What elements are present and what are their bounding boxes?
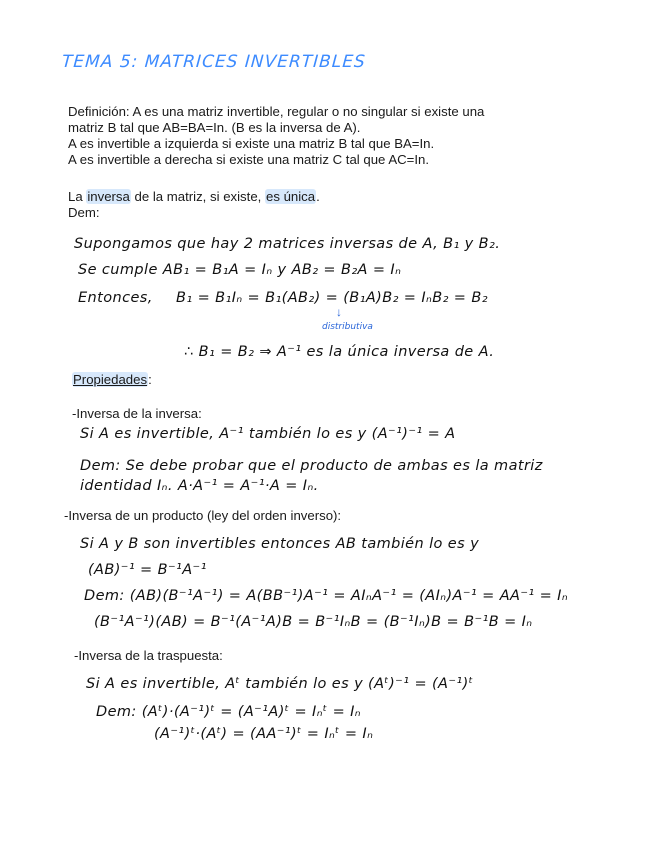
- highlight-es-unica: es única: [265, 189, 316, 204]
- uniqueness-text-3: .: [316, 189, 320, 204]
- propiedades-label: Propiedades: [73, 372, 148, 387]
- proof1-line-2: Se cumple AB₁ = B₁A = Iₙ y AB₂ = B₂A = Iₙ: [78, 262, 402, 278]
- definition-line-3: A es invertible a izquierda si existe una matriz B tal que BA=In.: [68, 136, 435, 151]
- prop2-dem-1: Dem: (AB)(B⁻¹A⁻¹) = A(BB⁻¹)A⁻¹ = AIₙA⁻¹ = (AIₙ)A⁻¹ = AA⁻¹ = Iₙ: [84, 588, 569, 604]
- proof1-line-3-math: B₁ = B₁Iₙ = B₁(AB₂) = (B₁A)B₂ = IₙB₂ = B₂: [176, 290, 488, 306]
- prop1-statement: Si A es invertible, A⁻¹ también lo es y (A⁻¹)⁻¹ = A: [80, 426, 456, 442]
- page-title: TEMA 5: MATRICES INVERTIBLES: [61, 52, 367, 72]
- prop3-statement: Si A es invertible, Aᵗ también lo es y (Aᵗ)⁻¹ = (A⁻¹)ᵗ: [86, 676, 474, 692]
- uniqueness-text-1: La: [68, 189, 87, 204]
- prop2-heading: -Inversa de un producto (ley del orden inverso):: [64, 508, 342, 523]
- arrow-down-icon: ↓: [336, 305, 342, 319]
- prop2-statement-1: Si A y B son invertibles entonces AB también lo es y: [80, 536, 480, 552]
- proof1-conclusion: ∴ B₁ = B₂ ⇒ A⁻¹ es la única inversa de A.: [184, 344, 495, 360]
- proof1-line-1: Supongamos que hay 2 matrices inversas de A, B₁ y B₂.: [74, 236, 501, 252]
- prop1-heading: -Inversa de la inversa:: [72, 406, 202, 421]
- dem-label: Dem:: [68, 205, 100, 220]
- distributiva-note: distributiva: [322, 322, 373, 332]
- prop3-dem-2: (A⁻¹)ᵗ·(Aᵗ) = (AA⁻¹)ᵗ = Iₙᵗ = Iₙ: [154, 726, 374, 742]
- prop1-dem-line-1: Dem: Se debe probar que el producto de ambas es la matriz: [80, 458, 543, 474]
- definition-line-2: matriz B tal que AB=BA=In. (B es la inversa de A).: [68, 120, 361, 135]
- prop2-dem-2: (B⁻¹A⁻¹)(AB) = B⁻¹(A⁻¹A)B = B⁻¹IₙB = (B⁻¹Iₙ)B = B⁻¹B = Iₙ: [94, 614, 533, 630]
- prop1-dem-line-2: identidad Iₙ. A·A⁻¹ = A⁻¹·A = Iₙ.: [80, 478, 319, 494]
- propiedades-heading: [72, 372, 152, 388]
- prop3-heading: -Inversa de la traspuesta:: [74, 648, 223, 663]
- prop2-statement-2: (AB)⁻¹ = B⁻¹A⁻¹: [88, 562, 207, 578]
- definition-line-4: A es invertible a derecha si existe una matriz C tal que AC=In.: [68, 152, 430, 167]
- definition-line-1: Definición: A es una matriz invertible, regular o no singular si existe una: [68, 104, 485, 119]
- prop3-dem-1: Dem: (Aᵗ)·(A⁻¹)ᵗ = (A⁻¹A)ᵗ = Iₙᵗ = Iₙ: [96, 704, 361, 720]
- uniqueness-text-2: de la matriz, si existe,: [130, 189, 265, 204]
- uniqueness-statement: [68, 189, 320, 205]
- highlight-inversa: inversa: [87, 189, 130, 204]
- proof1-line-3-label: Entonces,: [78, 290, 153, 306]
- propiedades-colon: :: [148, 372, 152, 387]
